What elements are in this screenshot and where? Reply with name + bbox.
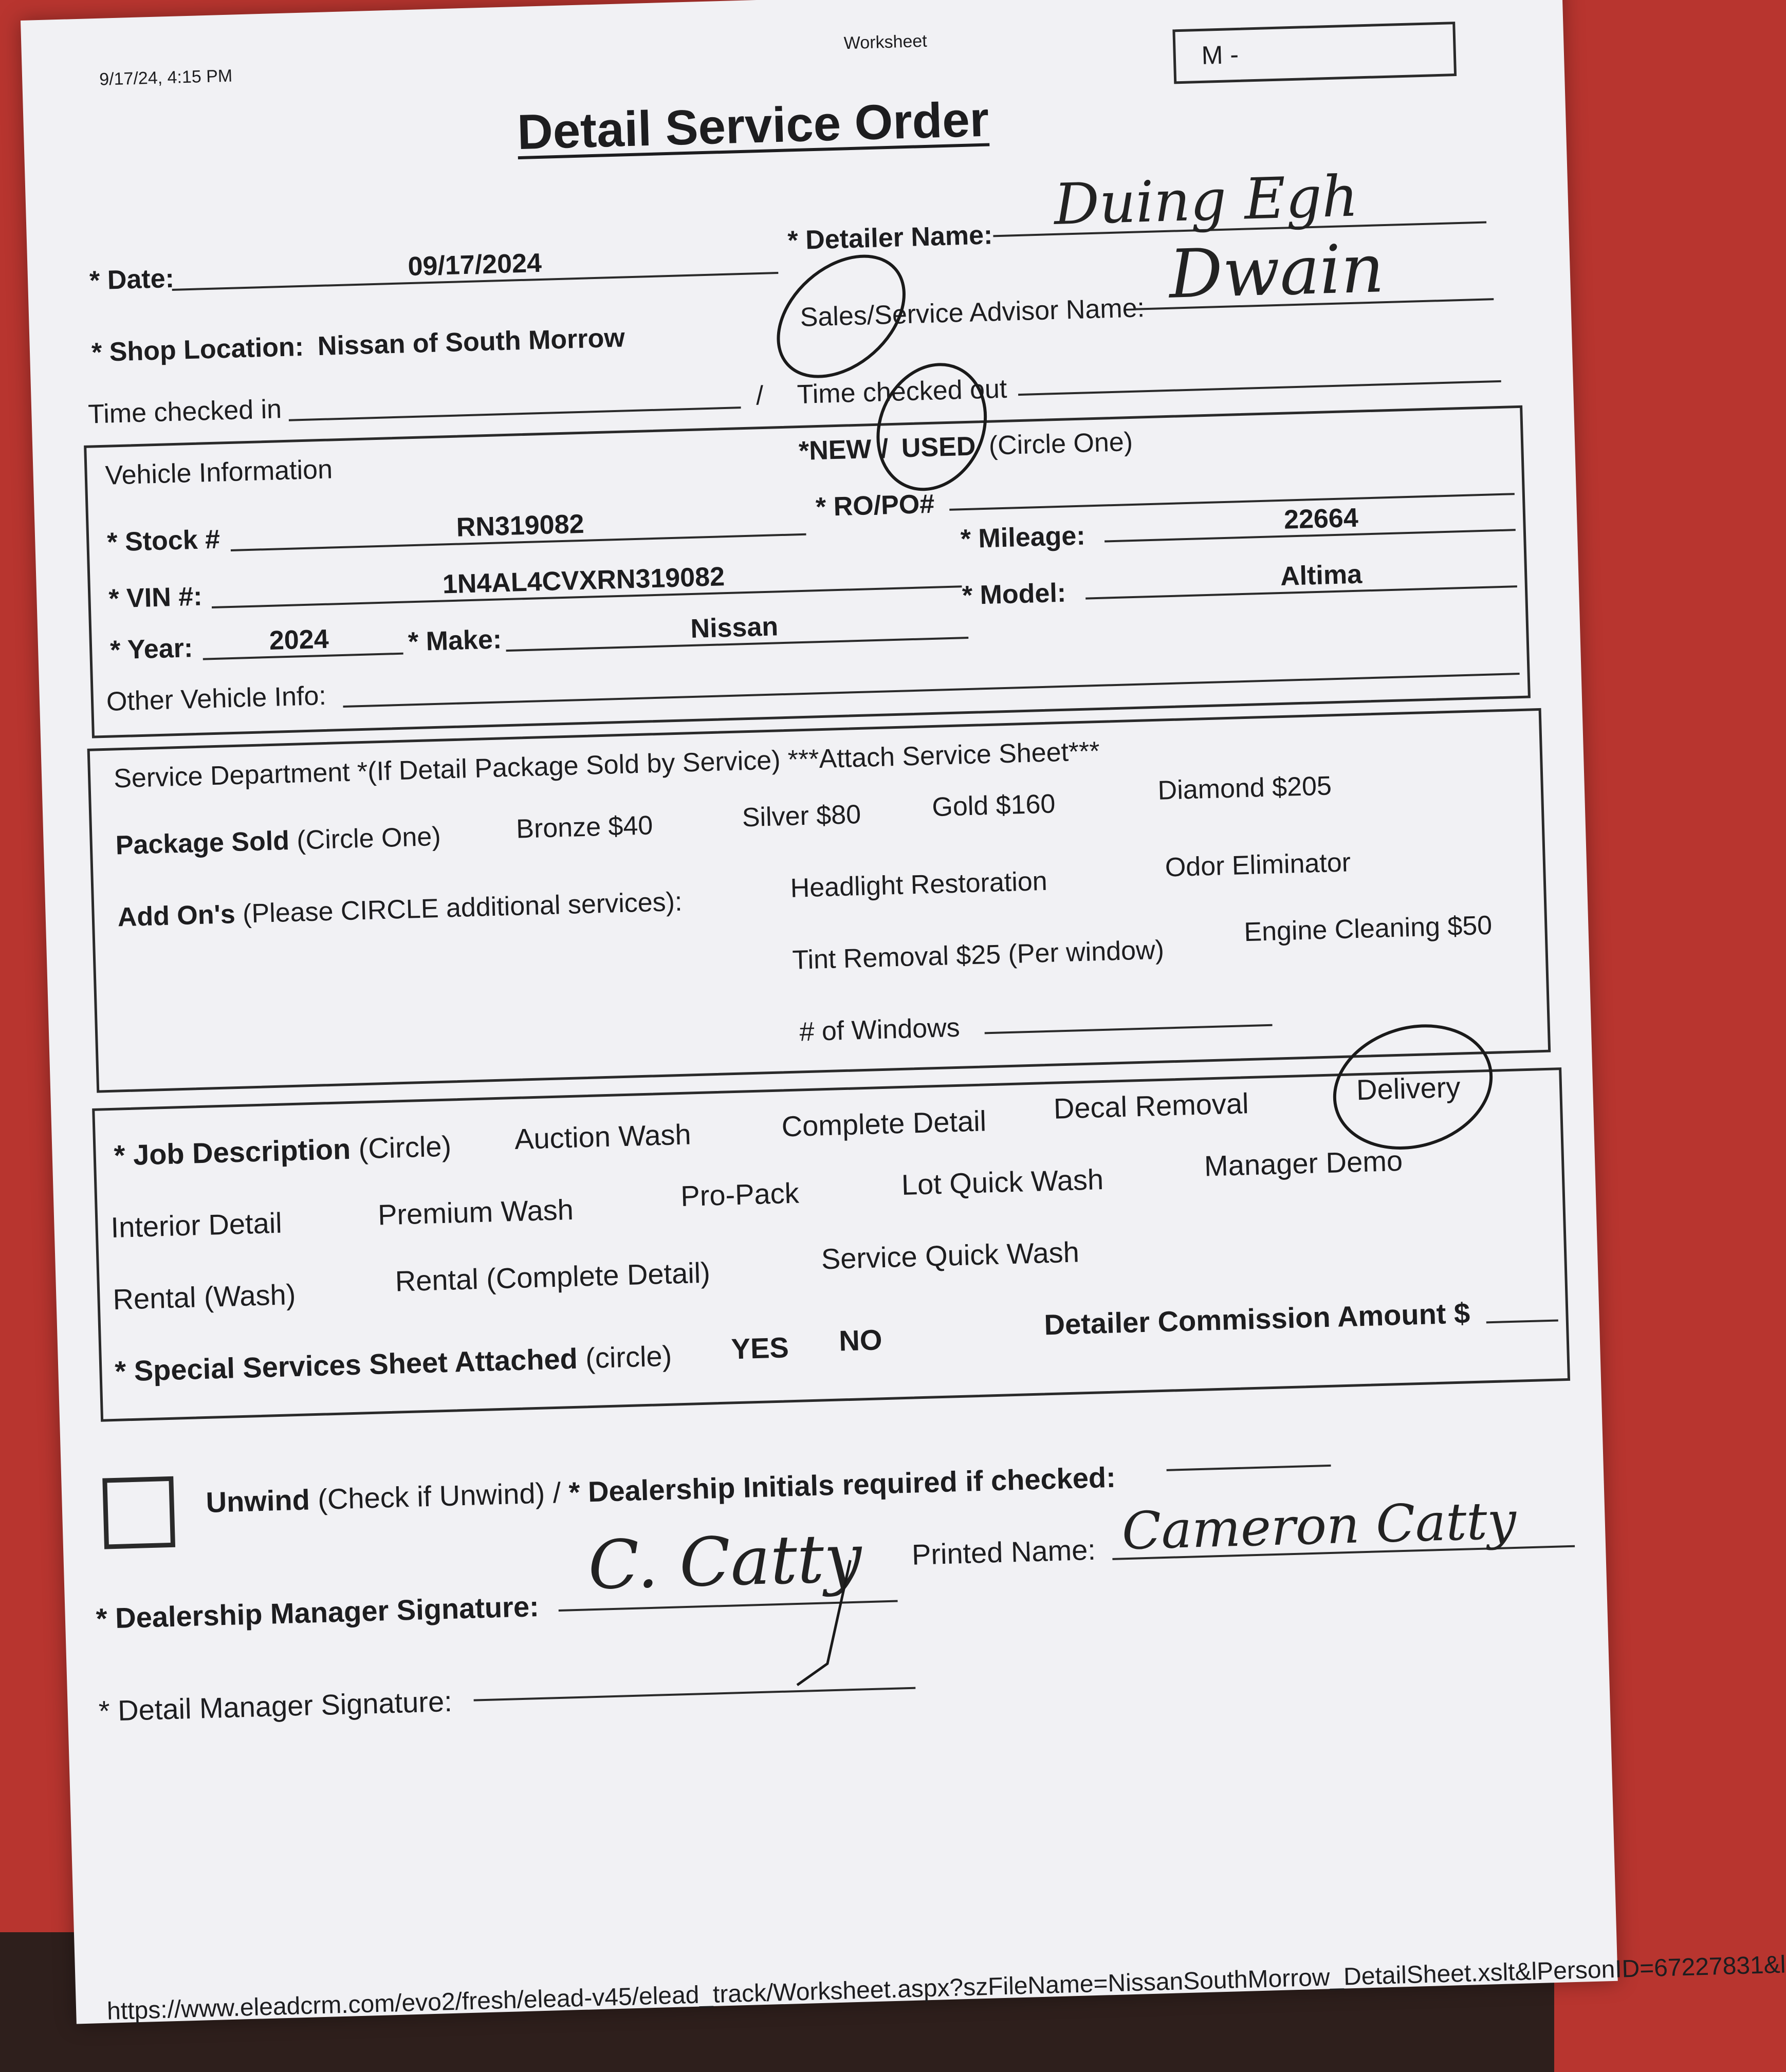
detailer-name-label: * Detailer Name: — [787, 220, 993, 256]
footer-url: https://www.eleadcrm.com/evo2/fresh/elead-v45/elead_track/Worksheet.aspx?szFileName=NissanSouthMorrow_DetailSheet.xslt&lPersonID=67227831&l — [106, 1951, 1786, 2025]
package-sold-hint: (Circle One) — [296, 821, 441, 856]
paper-sheet — [21, 0, 1786, 2025]
advisor-name-label: Sales/Service Advisor Name: — [799, 293, 1145, 332]
shop-location-value: Nissan of South Morrow — [317, 323, 625, 362]
detail-manager-signature-label: * Detail Manager Signature: — [98, 1685, 453, 1728]
mileage-label: * Mileage: — [960, 521, 1086, 554]
vehicle-info-label: Vehicle Information — [104, 454, 333, 491]
new-used-hint: (Circle One) — [988, 427, 1133, 461]
addon-headlight-restoration: Headlight Restoration — [789, 866, 1048, 903]
addon-engine-cleaning: Engine Cleaning $50 — [1243, 910, 1493, 948]
job-lot-quick-wash: Lot Quick Wash — [901, 1163, 1104, 1201]
worksheet-label: Worksheet — [843, 31, 928, 53]
special-services-label: * Special Services Sheet Attached — [114, 1342, 578, 1387]
detailer-name-handwritten: Duing Egh — [1053, 163, 1359, 237]
new-option: *NEW — [798, 434, 872, 467]
printed-name-label: Printed Name: — [911, 1533, 1096, 1571]
job-description-label: * Job Description — [113, 1132, 351, 1172]
date-label: * Date: — [89, 263, 175, 296]
stock-value: RN319082 — [456, 509, 585, 543]
date-value: 09/17/2024 — [407, 248, 542, 282]
job-auction-wash: Auction Wash — [514, 1118, 692, 1155]
delivery-circle-mark — [1323, 1012, 1502, 1161]
job-delivery: Delivery — [1356, 1070, 1461, 1106]
year-value: 2024 — [269, 624, 329, 656]
dealership-initials-line — [1167, 1465, 1331, 1471]
job-interior-detail: Interior Detail — [110, 1206, 283, 1244]
time-in-label: Time checked in — [87, 394, 282, 430]
job-rental-wash: Rental (Wash) — [112, 1278, 297, 1316]
mileage-value: 22664 — [1283, 503, 1359, 535]
package-silver: Silver $80 — [742, 799, 861, 833]
special-services-hint: (circle) — [585, 1339, 673, 1375]
signature-tail-stroke — [794, 1560, 869, 1695]
package-sold-label: Package Sold — [115, 826, 290, 861]
job-decal-removal: Decal Removal — [1053, 1087, 1249, 1125]
advisor-name-handwritten: Dwain — [1168, 229, 1385, 313]
time-out-label: Time checked out — [797, 374, 1008, 410]
job-complete-detail: Complete Detail — [781, 1104, 987, 1143]
job-rental-complete-detail: Rental (Complete Detail) — [394, 1256, 711, 1298]
detail-manager-signature-line — [474, 1687, 916, 1701]
package-diamond: Diamond $205 — [1157, 771, 1332, 806]
page-title: Detail Service Order — [516, 91, 990, 160]
job-manager-demo: Manager Demo — [1204, 1144, 1403, 1182]
job-pro-pack: Pro-Pack — [680, 1176, 800, 1213]
service-department-heading: Service Department *(If Detail Package Sold by Service) ***Attach Service Sheet*** — [113, 736, 1100, 794]
model-label: * Model: — [962, 578, 1066, 611]
job-description-hint: (Circle) — [358, 1130, 452, 1165]
vin-value: 1N4AL4CVXRN319082 — [442, 562, 725, 600]
package-gold: Gold $160 — [931, 789, 1056, 823]
add-ons-label: Add On's — [117, 899, 236, 933]
addon-odor-eliminator: Odor Eliminator — [1165, 847, 1351, 883]
addon-tint-removal: Tint Removal $25 (Per window) — [791, 935, 1165, 975]
windows-count-label: # of Windows — [799, 1012, 961, 1047]
unwind-hint: (Check if Unwind) / — [317, 1476, 562, 1515]
new-used-separator: / — [880, 434, 889, 464]
dealership-initials-label: * Dealership Initials required if checked: — [568, 1460, 1116, 1509]
m-number-label: M - — [1201, 40, 1239, 70]
unwind-label: Unwind — [205, 1483, 310, 1519]
print-timestamp: 9/17/24, 4:15 PM — [99, 66, 233, 89]
shop-location-label: * Shop Location: — [91, 331, 304, 368]
manager-signature-label: * Dealership Manager Signature: — [96, 1590, 540, 1635]
ro-po-label: * RO/PO# — [815, 489, 935, 523]
model-value: Altima — [1280, 559, 1362, 591]
year-label: * Year: — [109, 633, 193, 665]
stock-label: * Stock # — [106, 524, 220, 558]
job-service-quick-wash: Service Quick Wash — [821, 1235, 1080, 1275]
printed-name-handwritten: Cameron Catty — [1121, 1490, 1517, 1562]
detailer-circle-mark — [762, 237, 931, 396]
time-out-line — [1018, 380, 1501, 396]
job-premium-wash: Premium Wash — [377, 1193, 574, 1231]
special-services-yes: YES — [730, 1331, 789, 1365]
m-number-box — [1172, 22, 1457, 84]
used-option: USED — [901, 431, 977, 464]
commission-label: Detailer Commission Amount $ — [1043, 1297, 1470, 1341]
other-vehicle-info-label: Other Vehicle Info: — [106, 680, 327, 717]
add-ons-hint: (Please CIRCLE additional services): — [242, 886, 683, 929]
special-services-no: NO — [838, 1323, 883, 1357]
package-bronze: Bronze $40 — [515, 810, 653, 844]
make-value: Nissan — [690, 612, 779, 644]
unwind-row — [206, 1460, 1116, 1519]
time-in-line — [289, 406, 741, 421]
unwind-checkbox[interactable] — [102, 1476, 175, 1549]
time-slash: / — [756, 380, 764, 411]
make-label: * Make: — [408, 624, 502, 657]
manager-signature-handwritten: C. Catty — [587, 1519, 863, 1605]
vin-label: * VIN #: — [108, 581, 203, 614]
